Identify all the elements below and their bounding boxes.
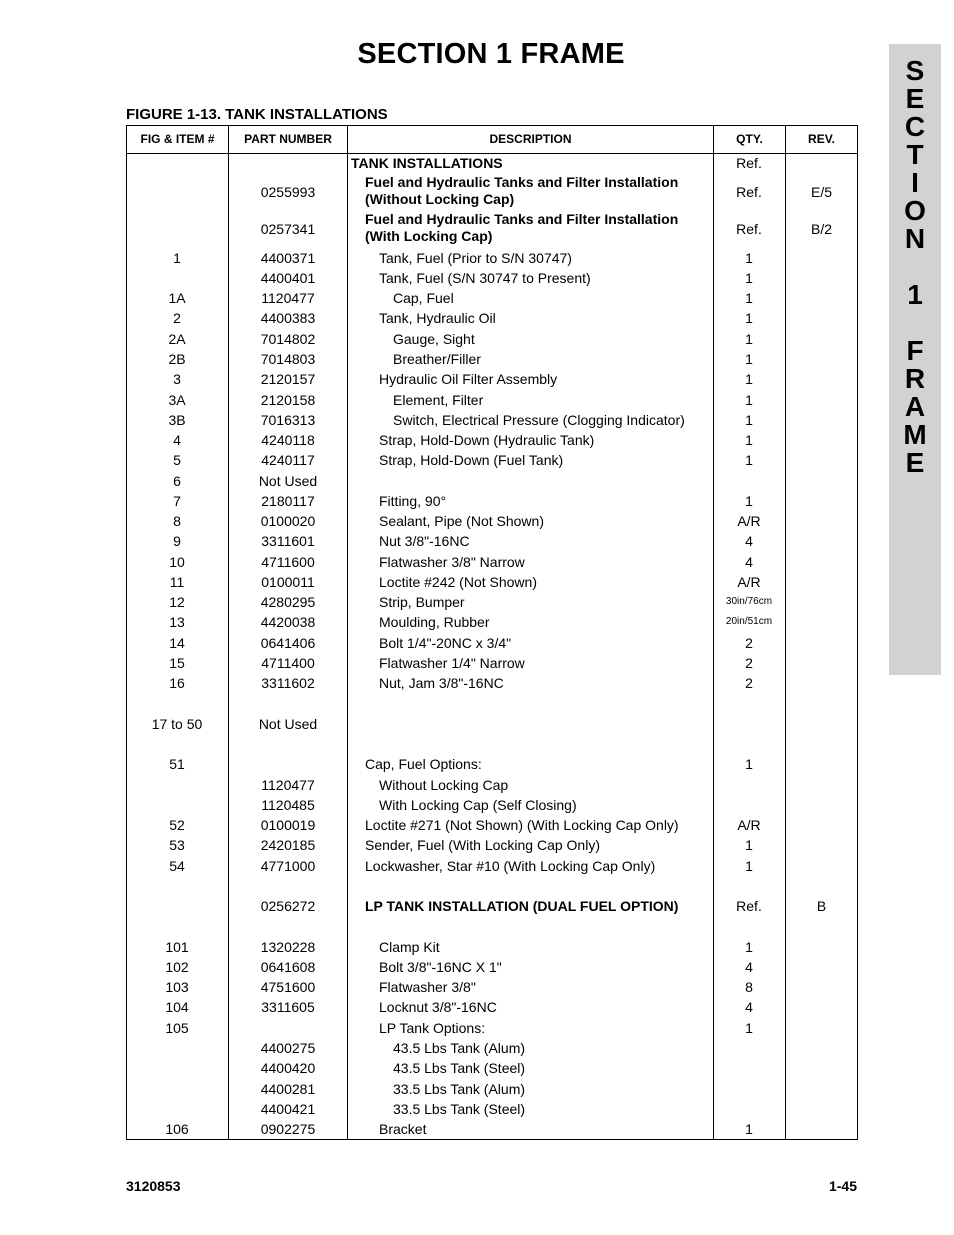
part-number-cell: 3311605 bbox=[261, 999, 315, 1015]
part-number-cell: 2120157 bbox=[260, 371, 316, 387]
table-row bbox=[127, 1038, 857, 1058]
part-number-cell: 0641406 bbox=[260, 635, 316, 651]
part-number-cell: 7014802 bbox=[260, 331, 316, 347]
table-row bbox=[127, 754, 857, 774]
part-number-cell: 2180117 bbox=[261, 493, 315, 509]
table-row bbox=[127, 268, 857, 288]
qty-cell: 4 bbox=[745, 959, 753, 975]
side-tab-letter: F bbox=[906, 335, 924, 366]
table-row bbox=[127, 997, 857, 1017]
table-row bbox=[127, 633, 857, 653]
part-number-cell: Not Used bbox=[258, 473, 318, 489]
description-cell: 33.5 Lbs Tank (Alum) bbox=[393, 1081, 526, 1097]
table-row bbox=[127, 153, 857, 173]
part-number-cell: 4400420 bbox=[260, 1060, 316, 1076]
fig-item-cell: 102 bbox=[165, 959, 189, 975]
fig-item-cell: 11 bbox=[169, 574, 185, 590]
table-row bbox=[127, 937, 857, 957]
description-cell: Moulding, Rubber bbox=[379, 614, 490, 630]
description-cell: Flatwasher 1/4" Narrow bbox=[379, 655, 525, 671]
description-cell: Bolt 3/8"-16NC X 1" bbox=[379, 959, 502, 975]
table-row bbox=[127, 795, 857, 815]
table-row bbox=[127, 511, 857, 531]
fig-item-cell: 16 bbox=[169, 675, 185, 691]
description-cell: Flatwasher 3/8" bbox=[379, 979, 476, 995]
part-number-cell: 2120158 bbox=[260, 392, 316, 408]
part-number-cell: 1120477 bbox=[261, 777, 315, 793]
description-line: Fuel and Hydraulic Tanks and Filter Installation bbox=[365, 174, 679, 190]
fig-item-cell: 17 to 50 bbox=[151, 716, 203, 732]
description-line: (Without Locking Cap) bbox=[365, 191, 515, 207]
part-number-cell: 7016313 bbox=[260, 412, 316, 428]
description-cell: Flatwasher 3/8" Narrow bbox=[379, 554, 525, 570]
description-line: (With Locking Cap) bbox=[365, 228, 493, 244]
table-row bbox=[127, 1119, 857, 1139]
qty-cell: 1 bbox=[745, 452, 753, 468]
document-number: 3120853 bbox=[126, 1178, 181, 1194]
table-row bbox=[127, 977, 857, 997]
side-tab-letter: R bbox=[904, 363, 926, 394]
page-title: SECTION 1 FRAME bbox=[357, 38, 625, 70]
part-number-cell: 4771000 bbox=[260, 858, 316, 874]
qty-cell: 1 bbox=[745, 837, 753, 853]
fig-item-cell: 3B bbox=[168, 412, 186, 428]
fig-item-cell: 53 bbox=[169, 837, 185, 853]
column-header-rev: REV. bbox=[808, 132, 835, 146]
part-number-cell: 0255993 bbox=[260, 184, 316, 200]
part-number-cell: 0100011 bbox=[261, 574, 315, 590]
part-number-cell: 3311602 bbox=[261, 675, 315, 691]
fig-item-cell: 6 bbox=[173, 473, 181, 489]
description-cell: Fitting, 90° bbox=[379, 493, 447, 509]
table-row bbox=[127, 450, 857, 470]
table-row bbox=[127, 329, 857, 349]
table-row bbox=[127, 775, 857, 795]
part-number-cell: 1320228 bbox=[260, 939, 316, 955]
fig-item-cell: 54 bbox=[169, 858, 185, 874]
table-row bbox=[127, 369, 857, 389]
qty-cell: 2 bbox=[745, 675, 753, 691]
part-number-cell: 4280295 bbox=[260, 594, 316, 610]
part-number-cell: 4711400 bbox=[261, 655, 315, 671]
fig-item-cell: 9 bbox=[173, 533, 181, 549]
table-row bbox=[127, 1018, 857, 1038]
qty-cell: 4 bbox=[745, 999, 753, 1015]
table-row bbox=[127, 673, 857, 693]
description-cell: Loctite #242 (Not Shown) bbox=[379, 574, 537, 590]
fig-item-cell: 3 bbox=[173, 371, 181, 387]
fig-item-cell: 2B bbox=[168, 351, 186, 367]
qty-cell: 30in/76cm bbox=[725, 596, 773, 607]
description-cell: LP TANK INSTALLATION (DUAL FUEL OPTION) bbox=[365, 898, 679, 914]
description-cell: Element, Filter bbox=[393, 392, 484, 408]
description-cell: Strap, Hold-Down (Hydraulic Tank) bbox=[379, 432, 595, 448]
section-side-tab bbox=[889, 44, 941, 675]
qty-cell: 1 bbox=[745, 351, 753, 367]
description-cell: Gauge, Sight bbox=[393, 331, 475, 347]
description-cell bbox=[365, 174, 725, 208]
table-row bbox=[127, 491, 857, 511]
qty-cell: A/R bbox=[737, 817, 761, 833]
qty-cell: 1 bbox=[745, 331, 753, 347]
qty-cell: 1 bbox=[745, 939, 753, 955]
fig-item-cell: 13 bbox=[169, 614, 185, 630]
part-number-cell: 4400281 bbox=[260, 1081, 316, 1097]
description-cell: Strap, Hold-Down (Fuel Tank) bbox=[379, 452, 564, 468]
part-number-cell: 0100019 bbox=[260, 817, 316, 833]
qty-cell: 1 bbox=[745, 412, 753, 428]
part-number-cell: 4240117 bbox=[261, 452, 315, 468]
part-number-cell: 4400371 bbox=[260, 250, 316, 266]
fig-item-cell: 51 bbox=[169, 756, 185, 772]
qty-cell: 1 bbox=[745, 310, 753, 326]
description-cell bbox=[365, 211, 725, 245]
description-cell: Locknut 3/8"-16NC bbox=[379, 999, 497, 1015]
side-tab-letter: C bbox=[904, 111, 926, 142]
side-tab-letter: E bbox=[905, 447, 925, 478]
description-cell: Cap, Fuel bbox=[393, 290, 454, 306]
table-row bbox=[127, 430, 857, 450]
qty-cell: Ref. bbox=[736, 184, 762, 200]
description-cell: 33.5 Lbs Tank (Steel) bbox=[393, 1101, 526, 1117]
description-cell: Clamp Kit bbox=[379, 939, 440, 955]
description-cell: Switch, Electrical Pressure (Clogging Indicator) bbox=[393, 412, 685, 428]
side-tab-letter: A bbox=[904, 391, 926, 422]
fig-item-cell: 52 bbox=[169, 817, 185, 833]
qty-cell: Ref. bbox=[736, 221, 762, 237]
fig-item-cell: 7 bbox=[173, 493, 181, 509]
description-cell: Lockwasher, Star #10 (With Locking Cap Only) bbox=[365, 858, 656, 874]
description-cell: TANK INSTALLATIONS bbox=[351, 155, 503, 171]
table-row bbox=[127, 211, 857, 248]
part-number-cell: 4240118 bbox=[261, 432, 315, 448]
qty-cell: 1 bbox=[745, 493, 753, 509]
part-number-cell: 1120477 bbox=[261, 290, 315, 306]
description-cell: With Locking Cap (Self Closing) bbox=[379, 797, 577, 813]
parts-table bbox=[126, 125, 858, 1140]
side-tab-letter: S bbox=[905, 55, 925, 86]
description-cell: 43.5 Lbs Tank (Alum) bbox=[393, 1040, 526, 1056]
qty-cell: A/R bbox=[737, 574, 761, 590]
fig-item-cell: 105 bbox=[165, 1020, 189, 1036]
table-row bbox=[127, 308, 857, 328]
qty-cell: Ref. bbox=[736, 155, 762, 171]
table-row bbox=[127, 653, 857, 673]
fig-item-cell: 104 bbox=[165, 999, 189, 1015]
qty-cell: 1 bbox=[745, 371, 753, 387]
part-number-cell: 3311601 bbox=[261, 533, 315, 549]
description-cell: Tank, Hydraulic Oil bbox=[379, 310, 496, 326]
page-number: 1-45 bbox=[828, 1178, 857, 1194]
table-row bbox=[127, 1099, 857, 1119]
fig-item-cell: 2 bbox=[173, 310, 181, 326]
part-number-cell: 4711600 bbox=[261, 554, 315, 570]
qty-cell: A/R bbox=[737, 513, 761, 529]
part-number-cell: 0257341 bbox=[260, 221, 316, 237]
table-row bbox=[127, 572, 857, 592]
side-tab-letter: 1 bbox=[907, 279, 923, 310]
part-number-cell: 0256272 bbox=[260, 898, 316, 914]
fig-item-cell: 5 bbox=[173, 452, 181, 468]
description-cell: Loctite #271 (Not Shown) (With Locking Cap Only) bbox=[365, 817, 679, 833]
table-row bbox=[127, 592, 857, 612]
table-row bbox=[127, 1058, 857, 1078]
figure-title: FIGURE 1-13. TANK INSTALLATIONS bbox=[126, 106, 388, 123]
part-number-cell: 0641608 bbox=[260, 959, 316, 975]
table-row bbox=[127, 714, 857, 734]
description-line: Fuel and Hydraulic Tanks and Filter Installation bbox=[365, 211, 679, 227]
table-row bbox=[127, 248, 857, 268]
fig-item-cell: 101 bbox=[165, 939, 189, 955]
description-cell: LP Tank Options: bbox=[379, 1020, 486, 1036]
description-cell: Without Locking Cap bbox=[379, 777, 509, 793]
qty-cell: Ref. bbox=[736, 898, 762, 914]
part-number-cell: 0902275 bbox=[260, 1121, 316, 1137]
part-number-cell: Not Used bbox=[258, 716, 318, 732]
description-cell: Bolt 1/4"-20NC x 3/4" bbox=[379, 635, 512, 651]
fig-item-cell: 1 bbox=[173, 250, 181, 266]
qty-cell: 1 bbox=[745, 432, 753, 448]
fig-item-cell: 14 bbox=[169, 635, 185, 651]
part-number-cell: 4400383 bbox=[260, 310, 316, 326]
description-cell: Breather/Filler bbox=[393, 351, 481, 367]
side-tab-letter: E bbox=[905, 83, 925, 114]
table-row bbox=[127, 531, 857, 551]
table-row bbox=[127, 174, 857, 211]
fig-item-cell: 106 bbox=[165, 1121, 189, 1137]
fig-item-cell: 3A bbox=[168, 392, 186, 408]
description-cell: 43.5 Lbs Tank (Steel) bbox=[393, 1060, 526, 1076]
qty-cell: 1 bbox=[745, 290, 753, 306]
table-row bbox=[127, 410, 857, 430]
rev-cell: E/5 bbox=[810, 184, 832, 200]
description-cell: Tank, Fuel (Prior to S/N 30747) bbox=[379, 250, 572, 266]
part-number-cell: 0100020 bbox=[260, 513, 316, 529]
qty-cell: 1 bbox=[745, 858, 753, 874]
side-tab-letter: T bbox=[906, 139, 924, 170]
table-row bbox=[127, 612, 857, 632]
column-header-qty: QTY. bbox=[736, 132, 763, 146]
fig-item-cell: 8 bbox=[173, 513, 181, 529]
fig-item-cell: 1A bbox=[168, 290, 186, 306]
table-row bbox=[127, 471, 857, 491]
description-cell: Sender, Fuel (With Locking Cap Only) bbox=[365, 837, 600, 853]
table-row bbox=[127, 349, 857, 369]
part-number-cell: 7014803 bbox=[260, 351, 316, 367]
qty-cell: 4 bbox=[745, 554, 753, 570]
qty-cell: 2 bbox=[745, 635, 753, 651]
description-cell: Hydraulic Oil Filter Assembly bbox=[379, 371, 558, 387]
qty-cell: 8 bbox=[745, 979, 753, 995]
description-cell: Sealant, Pipe (Not Shown) bbox=[379, 513, 544, 529]
side-tab-letter: M bbox=[903, 419, 927, 450]
fig-item-cell: 15 bbox=[169, 655, 185, 671]
part-number-cell: 1120485 bbox=[261, 797, 315, 813]
qty-cell: 1 bbox=[745, 756, 753, 772]
side-tab-letter: N bbox=[904, 223, 926, 254]
fig-item-cell: 103 bbox=[165, 979, 189, 995]
fig-item-cell: 12 bbox=[169, 594, 185, 610]
fig-item-cell: 10 bbox=[169, 554, 185, 570]
table-row bbox=[127, 390, 857, 410]
description-cell: Tank, Fuel (S/N 30747 to Present) bbox=[379, 270, 591, 286]
part-number-cell: 4751600 bbox=[260, 979, 316, 995]
column-header-description: DESCRIPTION bbox=[489, 132, 572, 146]
side-tab-letter: O bbox=[904, 195, 926, 226]
qty-cell: 20in/51cm bbox=[725, 616, 773, 627]
table-row bbox=[127, 552, 857, 572]
qty-cell: 1 bbox=[745, 392, 753, 408]
description-cell: Nut, Jam 3/8"-16NC bbox=[379, 675, 504, 691]
description-cell: Bracket bbox=[379, 1121, 427, 1137]
qty-cell: 4 bbox=[745, 533, 753, 549]
column-header-item: FIG & ITEM # bbox=[140, 132, 215, 146]
rev-cell: B bbox=[816, 898, 827, 914]
qty-cell: 2 bbox=[745, 655, 753, 671]
description-cell: Cap, Fuel Options: bbox=[365, 756, 482, 772]
part-number-cell: 4420038 bbox=[260, 614, 316, 630]
fig-item-cell: 4 bbox=[173, 432, 181, 448]
fig-item-cell: 2A bbox=[168, 331, 186, 347]
description-cell: Strip, Bumper bbox=[379, 594, 465, 610]
qty-cell: 1 bbox=[745, 1020, 753, 1036]
table-row bbox=[127, 835, 857, 855]
qty-cell: 1 bbox=[745, 270, 753, 286]
table-row bbox=[127, 856, 857, 876]
qty-cell: 1 bbox=[745, 1121, 753, 1137]
part-number-cell: 4400401 bbox=[260, 270, 316, 286]
part-number-cell: 2420185 bbox=[260, 837, 316, 853]
side-tab-letter: I bbox=[911, 167, 919, 198]
column-header-part-number: PART NUMBER bbox=[244, 132, 332, 146]
part-number-cell: 4400275 bbox=[260, 1040, 316, 1056]
table-row bbox=[127, 1079, 857, 1099]
description-cell: Nut 3/8"-16NC bbox=[379, 533, 470, 549]
part-number-cell: 4400421 bbox=[260, 1101, 316, 1117]
table-row bbox=[127, 288, 857, 308]
table-row bbox=[127, 815, 857, 835]
table-row bbox=[127, 896, 857, 916]
qty-cell: 1 bbox=[745, 250, 753, 266]
rev-cell: B/2 bbox=[810, 221, 832, 237]
table-row bbox=[127, 957, 857, 977]
